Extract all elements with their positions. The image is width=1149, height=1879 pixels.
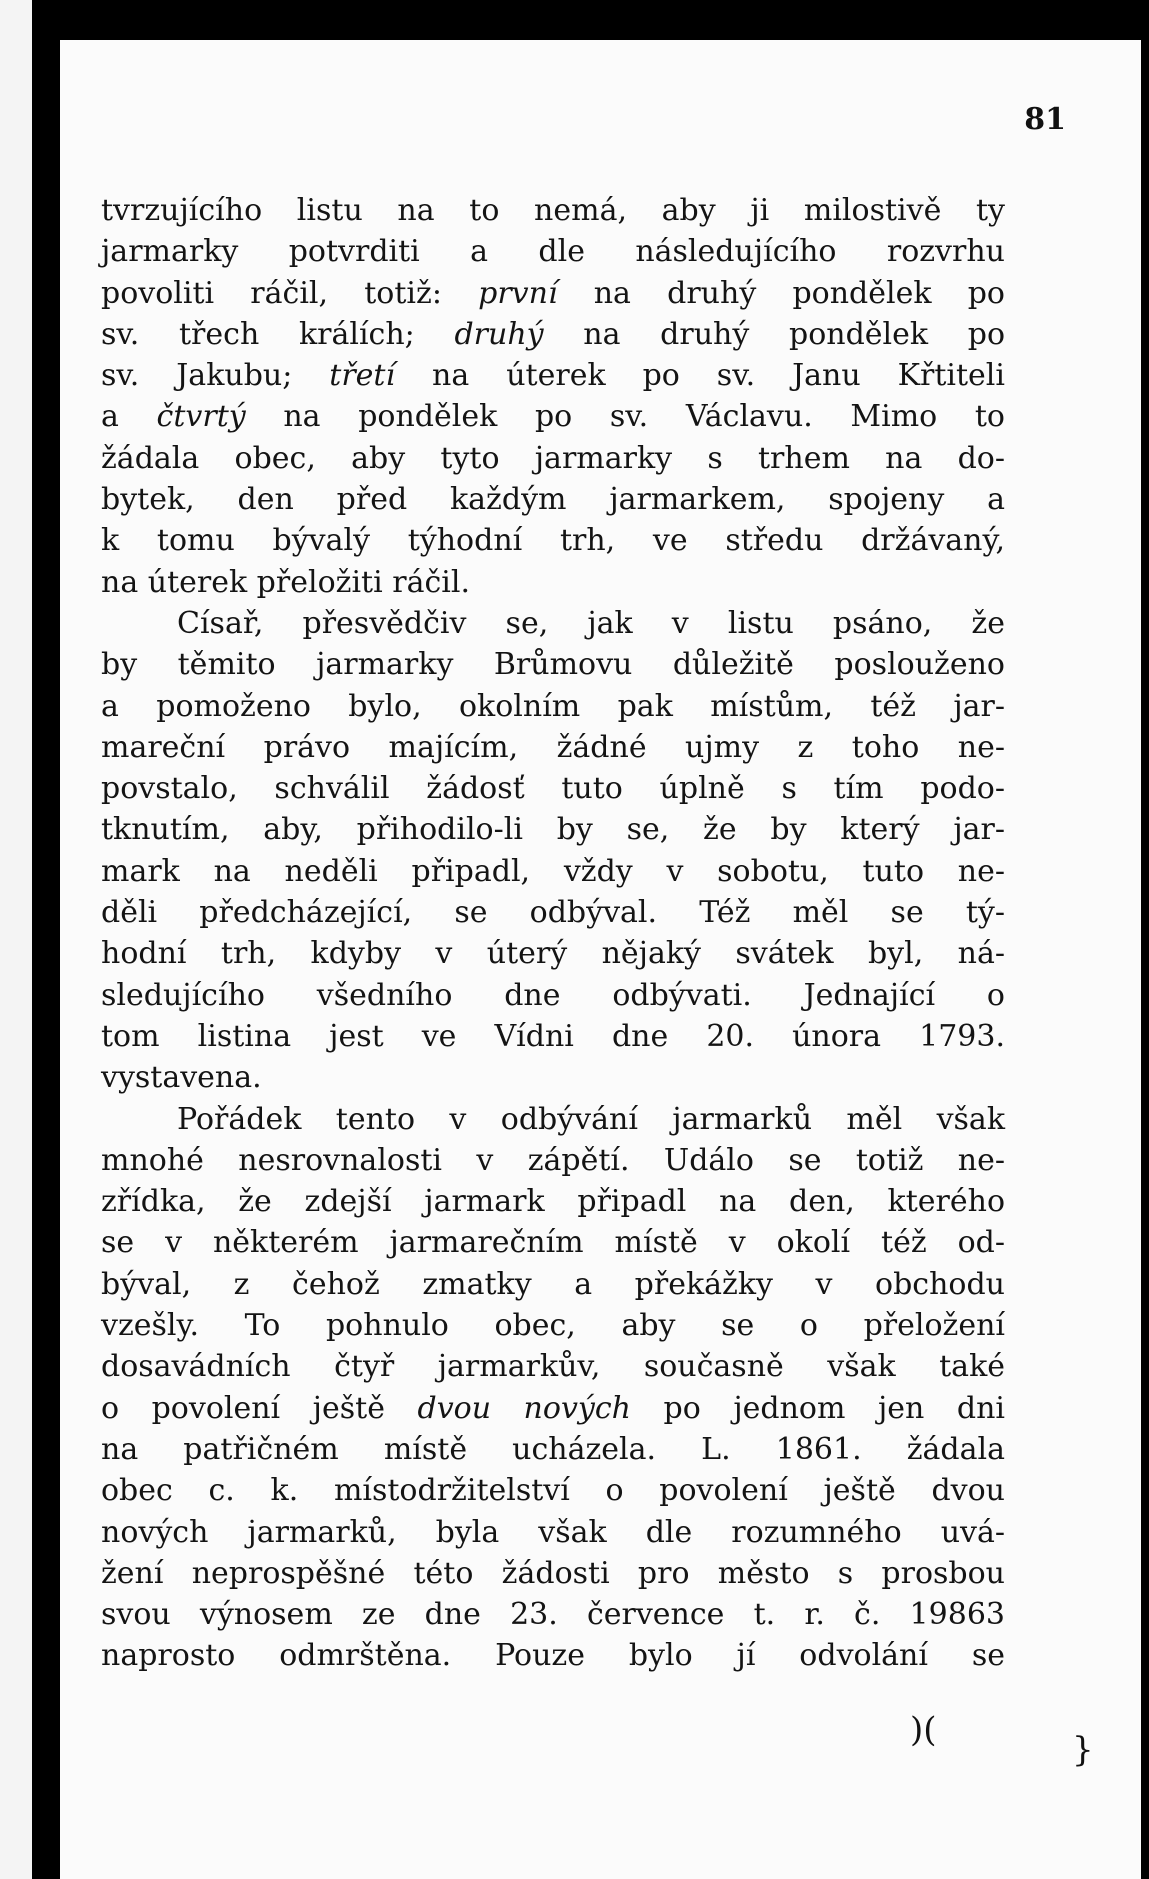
text-line: [101, 1635, 1005, 1676]
text-span: tvrzujícího listu na to nemá, aby ji milostivě ty: [101, 193, 1005, 228]
text-line: [101, 479, 1005, 520]
text-line: [101, 1553, 1005, 1594]
text-line: [101, 1222, 1005, 1263]
text-span: mnohé nesrovnalosti v zápětí. Událo se totiž ne-: [101, 1142, 1005, 1178]
text-span: mareční právo majícím, žádné ujmy z toho ne-: [101, 729, 1005, 765]
text-line: [101, 644, 1005, 685]
text-span: bytek, den před každým jarmarkem, spojeny a: [101, 482, 1005, 518]
text-line: [101, 1305, 1005, 1346]
text-line: [101, 851, 1005, 892]
text-line: [101, 768, 1005, 809]
text-span: by těmito jarmarky Brůmovu důležitě poslouženo: [101, 647, 1005, 683]
text-span: na patřičném místě ucházela. L. 1861. žádala: [101, 1431, 1005, 1467]
text-span: vystavena.: [101, 1060, 262, 1096]
text-line: [101, 1016, 1005, 1057]
text-line: [101, 1099, 1005, 1140]
text-line: [101, 975, 1005, 1016]
text-line: [101, 273, 1005, 314]
edge-mark: }: [1072, 1730, 1094, 1770]
text-span: o povolení ještě: [101, 1390, 418, 1426]
text-span: žádala obec, aby tyto jarmarky s trhem na do-: [101, 440, 1005, 476]
italic-text-span: třetí: [329, 358, 396, 394]
facing-page-edge: [0, 0, 32, 1879]
text-span: po jednom jen dni: [630, 1390, 1005, 1426]
text-span: Císař, přesvědčiv se, jak v listu psáno, že: [177, 605, 1005, 641]
text-span: svou výnosem ze dne 23. července t. r. č. 19863: [101, 1597, 1005, 1633]
text-span: Pořádek tento v odbývání jarmarků měl však: [177, 1101, 1005, 1137]
italic-text-span: čtvrtý: [156, 399, 246, 435]
text-span: tom listina jest ve Vídni dne 20. února 1793.: [101, 1018, 1005, 1054]
italic-text-span: první: [478, 275, 558, 311]
text-span: povstalo, schválil žádosť tuto úplně s tím podo-: [101, 771, 1005, 807]
text-line: [101, 1512, 1005, 1553]
text-line: [101, 314, 1005, 355]
text-span: hodní trh, kdyby v úterý nějaký svátek byl, ná-: [101, 936, 1005, 972]
text-span: a: [101, 399, 157, 435]
text-line: [101, 1388, 1005, 1429]
text-line: [101, 1346, 1005, 1387]
text-span: sv. třech králích;: [101, 316, 455, 352]
text-span: na druhý pondělek po: [543, 316, 1006, 352]
text-line: [101, 603, 1005, 644]
text-line: [101, 727, 1005, 768]
text-line: [101, 809, 1005, 850]
text-span: mark na neděli připadl, vždy v sobotu, tuto ne-: [101, 853, 1005, 889]
text-span: na pondělek po sv. Václavu. Mimo to: [245, 399, 1005, 435]
text-line: [101, 1429, 1005, 1470]
page-paper: [60, 40, 1141, 1879]
text-line: [101, 1594, 1005, 1635]
text-line: [101, 1470, 1005, 1511]
text-line: [101, 520, 1005, 561]
text-line: [101, 933, 1005, 974]
text-line: [101, 396, 1005, 437]
body-text: [101, 190, 1005, 1677]
text-line: [101, 1181, 1005, 1222]
text-span: býval, z čehož zmatky a překážky v obchodu: [101, 1266, 1005, 1302]
text-span: nových jarmarků, byla však dle rozumného uvá-: [101, 1514, 1005, 1550]
text-line: [101, 355, 1005, 396]
text-span: a pomoženo bylo, okolním pak místům, též jar-: [101, 688, 1005, 724]
text-span: na druhý pondělek po: [557, 275, 1005, 311]
text-span: sv. Jakubu;: [101, 358, 330, 394]
text-span: dosavádních čtyř jarmarkův, současně však také: [101, 1349, 1005, 1385]
text-line: [101, 1057, 1005, 1098]
text-span: zřídka, že zdejší jarmark připadl na den, kterého: [101, 1184, 1005, 1220]
text-line: [101, 438, 1005, 479]
text-line: [101, 190, 1005, 231]
text-line: [101, 1264, 1005, 1305]
text-line: [101, 892, 1005, 933]
text-line: [101, 231, 1005, 272]
italic-text-span: dvou nových: [417, 1390, 631, 1426]
text-span: na úterek po sv. Janu Křtiteli: [395, 358, 1005, 394]
text-line: [101, 1140, 1005, 1181]
italic-text-span: druhý: [454, 316, 544, 352]
page-number: 81: [1024, 102, 1066, 137]
text-span: obec c. k. místodržitelství o povolení ještě dvou: [101, 1473, 1005, 1509]
text-span: se v některém jarmarečním místě v okolí též od-: [101, 1225, 1005, 1261]
text-line: [101, 686, 1005, 727]
text-span: naprosto odmrštěna. Pouze bylo jí odvolání se: [101, 1638, 1005, 1674]
text-span: povoliti ráčil, totiž:: [101, 275, 479, 311]
text-span: jarmarky potvrditi a dle následujícího rozvrhu: [101, 234, 1005, 270]
text-span: vzešly. To pohnulo obec, aby se o přeložení: [101, 1308, 1005, 1344]
text-line: [101, 562, 1005, 603]
text-span: na úterek přeložiti ráčil.: [101, 564, 470, 600]
printer-signature-mark: )(: [910, 1710, 937, 1750]
text-span: tknutím, aby, přihodilo-li by se, že by který jar-: [101, 812, 1005, 848]
text-span: sledujícího všedního dne odbývati. Jednající o: [101, 977, 1005, 1013]
text-span: žení neprospěšné této žádosti pro město s prosbou: [101, 1555, 1005, 1591]
text-span: děli předcházející, se odbýval. Též měl se tý-: [101, 895, 1005, 931]
text-span: k tomu bývalý týhodní trh, ve středu držávaný,: [101, 523, 1005, 559]
